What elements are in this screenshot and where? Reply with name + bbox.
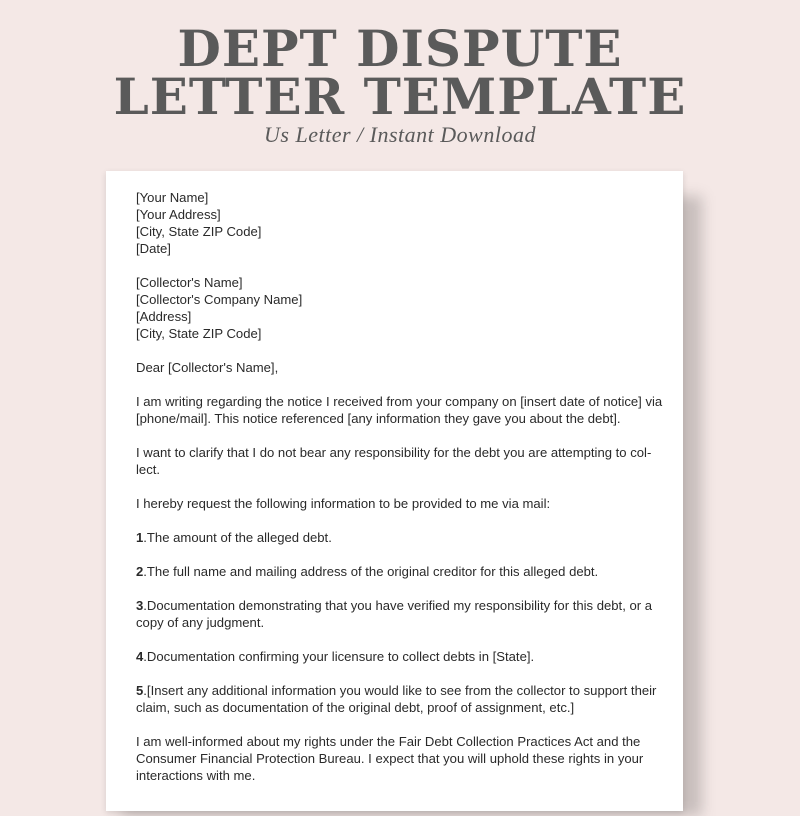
request-item-1 [136, 529, 648, 546]
sender-line: [City, State ZIP Code] [136, 224, 262, 239]
spacer [136, 716, 648, 733]
request-item-line [136, 563, 648, 580]
spacer [136, 631, 648, 648]
spacer [136, 512, 648, 529]
request-item-line: copy of any judgment. [136, 615, 265, 630]
paragraph-line: Consumer Financial Protection Bureau. I expect that you will uphold these rights in your [136, 751, 644, 766]
paragraph-line: I am well-informed about my rights under the Fair Debt Collection Practices Act and the [136, 734, 641, 749]
recipient-block [136, 274, 648, 342]
spacer [136, 665, 648, 682]
item-number: 5 [136, 683, 144, 698]
item-text: .The full name and mailing address of the original creditor for this alleged debt. [143, 564, 599, 579]
salutation: Dear [Collector's Name], [136, 360, 279, 375]
page-title-line-1: DEPT DISPUTE [177, 19, 623, 78]
page-title-line-2: LETTER TEMPLATE [113, 67, 687, 126]
recipient-line: [Address] [136, 309, 192, 324]
item-number: 3 [136, 598, 144, 613]
recipient-line: [Collector's Company Name] [136, 292, 303, 307]
item-number: 2 [136, 564, 144, 579]
recipient-line: [Collector's Name] [136, 275, 243, 290]
spacer [136, 546, 648, 563]
sender-line: [Your Name] [136, 190, 209, 205]
request-item-line [136, 648, 648, 665]
paragraph-rights [136, 733, 648, 784]
paragraph-line: [phone/mail]. This notice referenced [any information they gave you about the debt]. [136, 411, 621, 426]
request-item-line [136, 682, 657, 699]
spacer [136, 342, 648, 359]
request-item-line [136, 529, 648, 546]
spacer [136, 478, 648, 495]
request-item-4 [136, 648, 648, 665]
item-text: .Documentation demonstrating that you have verified my responsibility for this debt, or a [143, 598, 653, 613]
spacer [136, 580, 648, 597]
recipient-line: [City, State ZIP Code] [136, 326, 262, 341]
item-number: 4 [136, 649, 144, 664]
spacer [136, 427, 648, 444]
paragraph-notice [136, 393, 663, 427]
sender-line: [Your Address] [136, 207, 221, 222]
paragraph-line: lect. [136, 462, 161, 477]
item-text: .Documentation confirming your licensure to collect debts in [State]. [143, 649, 535, 664]
sender-line: [Date] [136, 241, 171, 256]
page-subtitle: Us Letter / Instant Download [264, 122, 536, 147]
paragraph-request: I hereby request the following information to be provided to me via mail: [136, 496, 551, 511]
request-item-line [136, 597, 653, 614]
paragraph-line: I want to clarify that I do not bear any responsibility for the debt you are attempting to col- [136, 445, 652, 460]
spacer [136, 257, 648, 274]
paragraph-line: I am writing regarding the notice I received from your company on [insert date of notice] via [136, 394, 663, 409]
spacer [136, 376, 648, 393]
paragraph-line: interactions with me. [136, 768, 256, 783]
request-item-line: claim, such as documentation of the original debt, proof of assignment, etc.] [136, 700, 575, 715]
letter-content [136, 189, 663, 784]
item-text: .The amount of the alleged debt. [143, 530, 332, 545]
paragraph-clarify [136, 444, 652, 478]
request-item-5 [136, 682, 657, 716]
request-item-2 [136, 563, 648, 580]
item-text: .[Insert any additional information you would like to see from the collector to support their [143, 683, 657, 698]
letter-page [106, 171, 683, 811]
request-item-3 [136, 597, 653, 631]
item-number: 1 [136, 530, 144, 545]
sender-block [136, 189, 648, 257]
